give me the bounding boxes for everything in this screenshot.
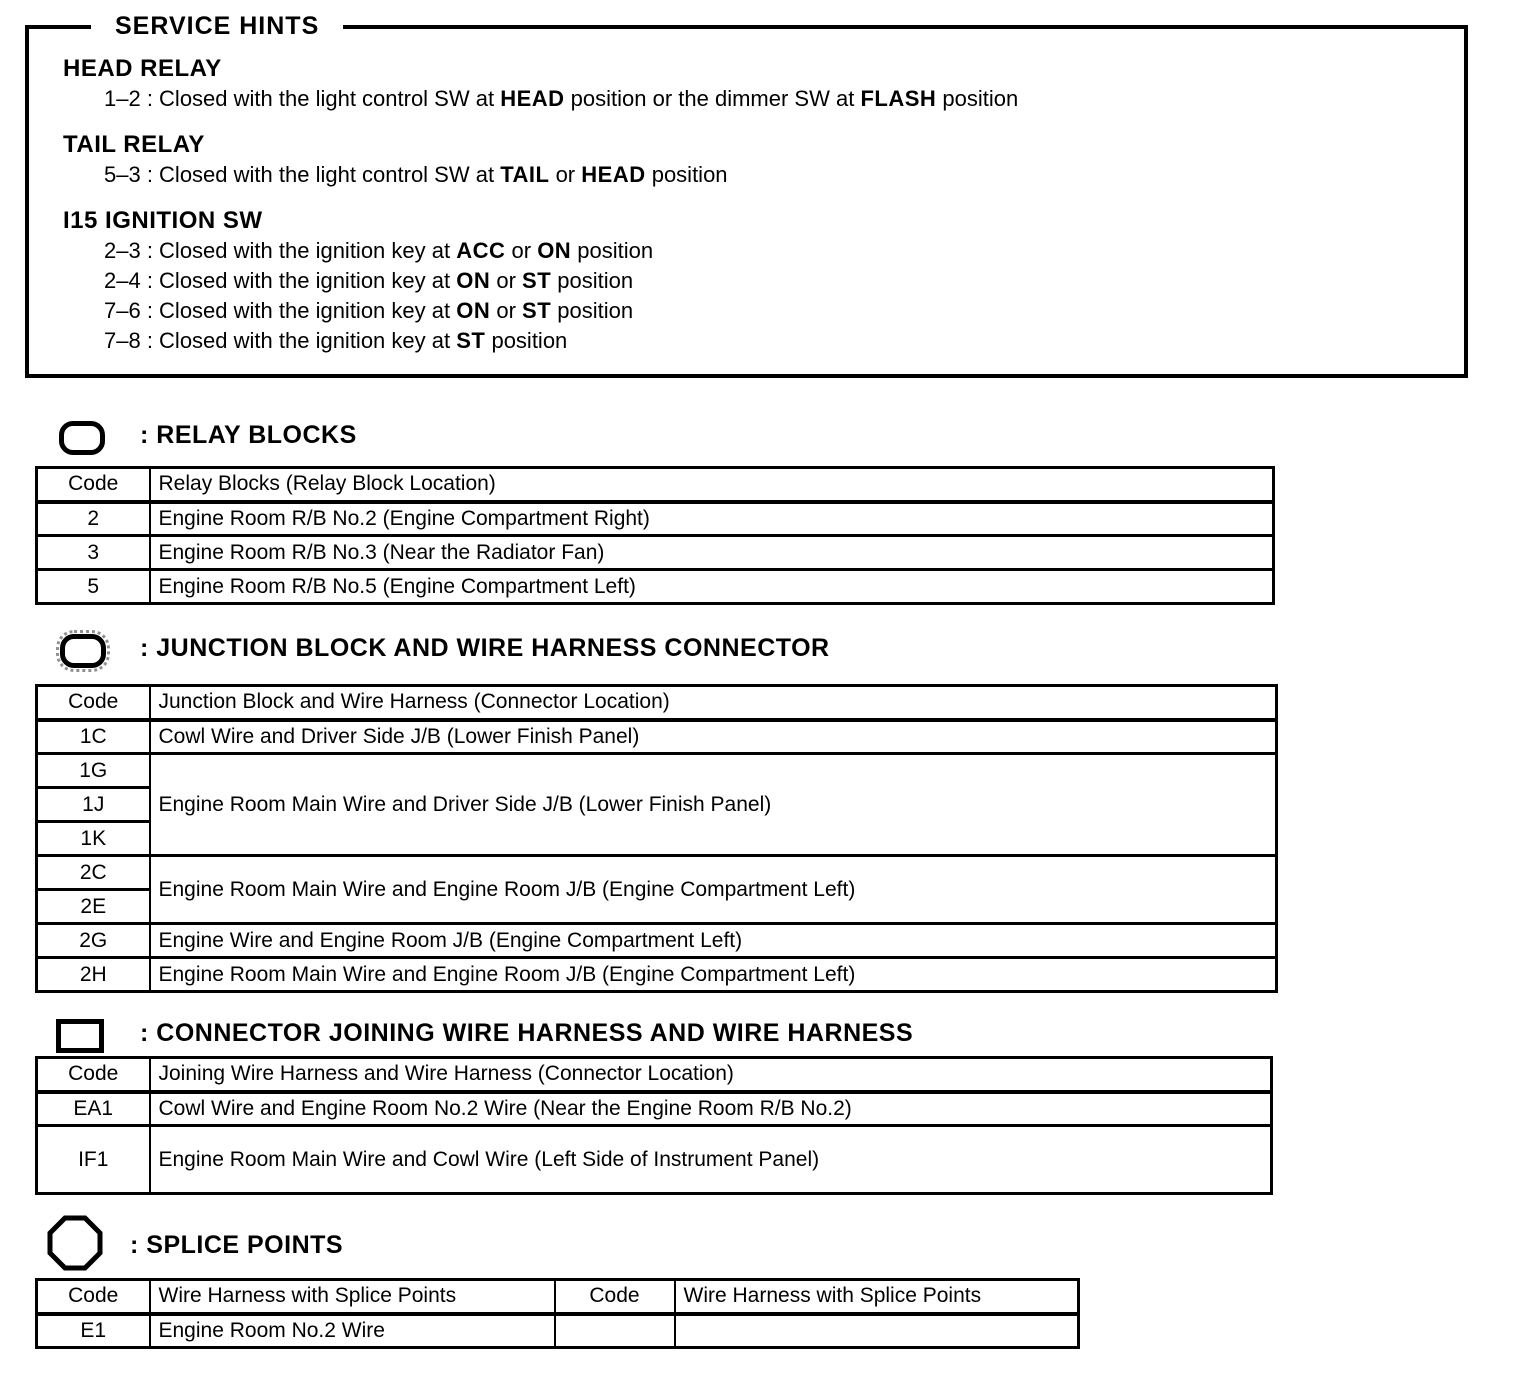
description-cell: Engine Room No.2 Wire	[150, 1314, 555, 1348]
splice-point-icon	[47, 1215, 103, 1276]
code-cell: 2E	[37, 890, 150, 924]
hint-group-heading: HEAD RELAY	[63, 55, 222, 82]
hint-line: 7–8 : Closed with the ignition key at ST position	[104, 328, 568, 353]
table-row	[37, 1126, 1272, 1194]
column-header-description: Junction Block and Wire Harness (Connector Location)	[150, 686, 1277, 720]
table-row	[37, 1314, 1079, 1348]
code-cell: 5	[37, 570, 150, 604]
section-title-connector-joining: : CONNECTOR JOINING WIRE HARNESS AND WIRE HARNESS	[140, 1019, 914, 1047]
connector-joining-icon	[56, 1019, 104, 1053]
section-title-junction-block: : JUNCTION BLOCK AND WIRE HARNESS CONNECTOR	[140, 634, 830, 662]
code-cell: 1G	[37, 754, 150, 788]
code-cell: 1C	[37, 720, 150, 754]
hint-line: 5–3 : Closed with the light control SW at TAIL or HEAD position	[104, 162, 728, 187]
code-cell: 1J	[37, 788, 150, 822]
code-cell: 2	[37, 502, 150, 536]
service-hints-content	[29, 29, 1464, 356]
table-row	[37, 570, 1274, 604]
code-cell: 2G	[37, 924, 150, 958]
table-row	[37, 536, 1274, 570]
column-header-code: Code	[37, 686, 150, 720]
table-row	[37, 754, 1277, 788]
description-cell: Engine Room Main Wire and Engine Room J/B (Engine Compartment Left)	[150, 856, 1277, 924]
table-row	[37, 502, 1274, 536]
description-cell: Engine Room R/B No.3 (Near the Radiator Fan)	[150, 536, 1274, 570]
hint-line: 7–6 : Closed with the ignition key at ON or ST position	[104, 298, 634, 323]
column-header-description: Joining Wire Harness and Wire Harness (Connector Location)	[150, 1058, 1272, 1092]
relay-block-icon	[59, 421, 105, 455]
description-cell: Engine Wire and Engine Room J/B (Engine Compartment Left)	[150, 924, 1277, 958]
code-cell: EA1	[37, 1092, 150, 1126]
column-header-description: Wire Harness with Splice Points	[150, 1280, 555, 1314]
code-cell: E1	[37, 1314, 150, 1348]
table-header-row	[37, 686, 1277, 720]
table-row	[37, 958, 1277, 992]
section-title-relay-blocks: : RELAY BLOCKS	[140, 421, 357, 449]
junction-block-icon	[60, 634, 106, 668]
hint-line: 1–2 : Closed with the light control SW at HEAD position or the dimmer SW at FLASH position	[104, 86, 1019, 111]
description-cell: Cowl Wire and Driver Side J/B (Lower Finish Panel)	[150, 720, 1277, 754]
hint-line: 2–3 : Closed with the ignition key at ACC or ON position	[104, 238, 654, 263]
code-cell: 2C	[37, 856, 150, 890]
column-header-description: Wire Harness with Splice Points	[675, 1280, 1079, 1314]
description-cell: Engine Room Main Wire and Driver Side J/B (Lower Finish Panel)	[150, 754, 1277, 856]
service-hints-title: SERVICE HINTS	[91, 12, 343, 41]
column-header-code: Code	[37, 1280, 150, 1314]
hint-group-heading: I15 IGNITION SW	[63, 207, 263, 234]
description-cell: Engine Room Main Wire and Engine Room J/B (Engine Compartment Left)	[150, 958, 1277, 992]
column-header-code: Code	[37, 468, 150, 502]
column-header-description: Relay Blocks (Relay Block Location)	[150, 468, 1274, 502]
hint-group-heading: TAIL RELAY	[63, 131, 205, 158]
code-cell	[555, 1314, 675, 1348]
code-cell: 1K	[37, 822, 150, 856]
description-cell: Engine Room R/B No.2 (Engine Compartment Right)	[150, 502, 1274, 536]
description-cell	[675, 1314, 1079, 1348]
code-cell: 3	[37, 536, 150, 570]
table-header-row	[37, 1280, 1079, 1314]
table-header-row	[37, 1058, 1272, 1092]
section-title-splice-points: : SPLICE POINTS	[130, 1231, 344, 1259]
description-cell: Engine Room R/B No.5 (Engine Compartment Left)	[150, 570, 1274, 604]
table-row	[37, 924, 1277, 958]
relay-blocks-table	[35, 466, 1275, 605]
column-header-code: Code	[37, 1058, 150, 1092]
table-row	[37, 720, 1277, 754]
table-row	[37, 856, 1277, 890]
connector-joining-table	[35, 1056, 1273, 1195]
description-cell: Cowl Wire and Engine Room No.2 Wire (Near the Engine Room R/B No.2)	[150, 1092, 1272, 1126]
column-header-code: Code	[555, 1280, 675, 1314]
splice-points-table	[35, 1278, 1080, 1349]
description-cell: Engine Room Main Wire and Cowl Wire (Left Side of Instrument Panel)	[150, 1126, 1272, 1194]
hint-line: 2–4 : Closed with the ignition key at ON or ST position	[104, 268, 634, 293]
table-row	[37, 1092, 1272, 1126]
table-header-row	[37, 468, 1274, 502]
service-hints-box	[25, 12, 1468, 378]
junction-block-table	[35, 684, 1278, 993]
code-cell: IF1	[37, 1126, 150, 1194]
code-cell: 2H	[37, 958, 150, 992]
